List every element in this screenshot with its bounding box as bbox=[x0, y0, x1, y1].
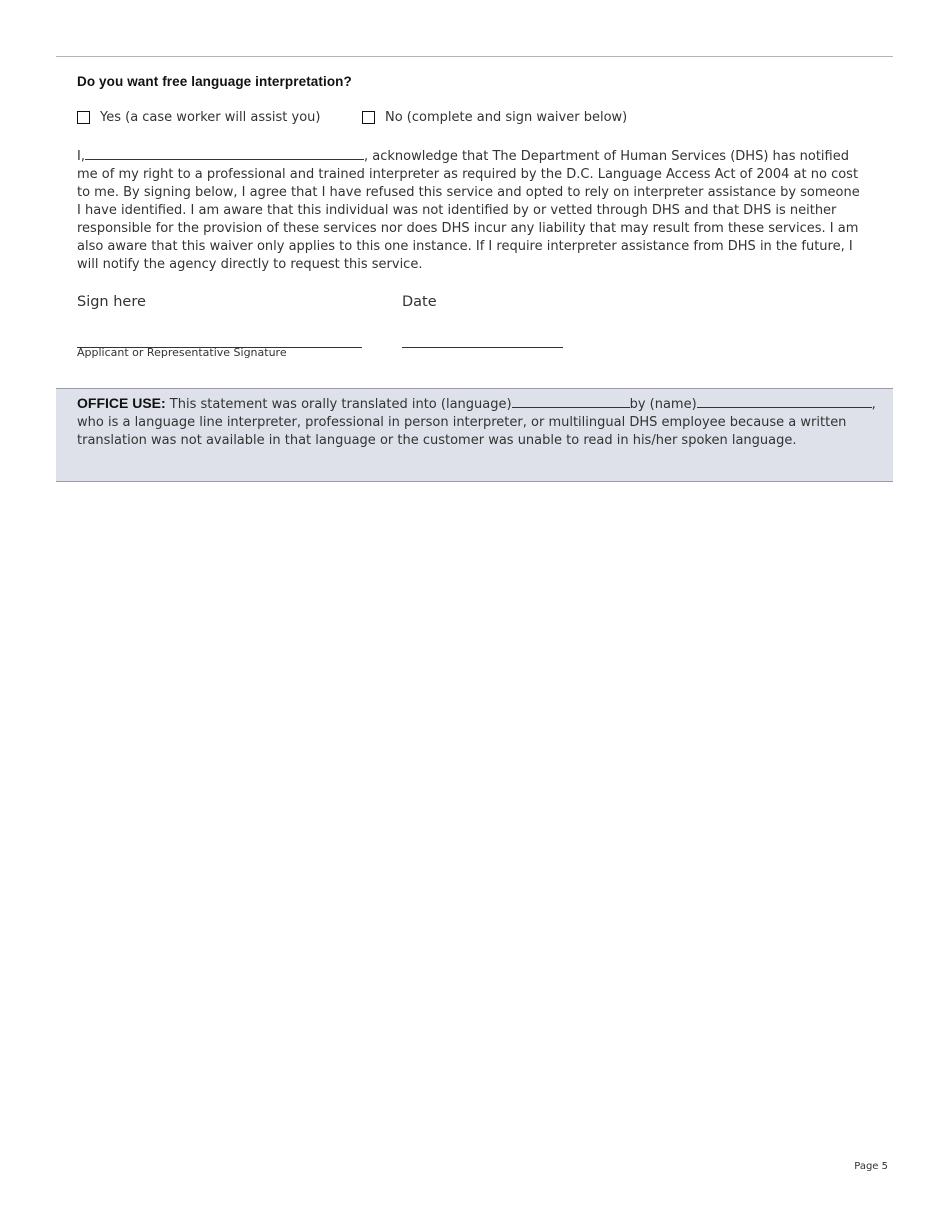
office-use-label: OFFICE USE: bbox=[77, 395, 166, 411]
page-number: Page 5 bbox=[854, 1161, 888, 1172]
waiver-body: , acknowledge that The Department of Human Services (DHS) has notified me of my right to a professional and trained interpreter as required by the D.C. Language Access Act of 2004 at no cost to me. By signing below, I agree that I have refused this service and opted to rely on interpreter assistance by someone I have identified. I am aware that this individual was not identified by or vetted through DHS and that DHS is neither responsible for the provision of these services nor does DHS incur any liability that may result from these services. I am also aware that this waiver only applies to this one instance. If I require interpreter assistance from DHS in the future, I will notify the agency directly to request this service. bbox=[77, 149, 860, 272]
option-no[interactable] bbox=[362, 110, 627, 125]
language-blank-field[interactable] bbox=[512, 394, 630, 408]
option-yes[interactable] bbox=[77, 110, 320, 125]
interpreter-name-blank-field[interactable] bbox=[697, 394, 872, 408]
option-yes-label: Yes (a case worker will assist you) bbox=[100, 110, 321, 125]
no-checkbox[interactable] bbox=[362, 111, 375, 124]
office-text-rest: , who is a language line interpreter, professional in person interpreter, or multilingual DHS employee because a written translation was not available in that language or the customer was unable to read in his/her spoken language. bbox=[77, 397, 876, 448]
top-divider bbox=[56, 56, 893, 57]
signature-caption: Applicant or Representative Signature bbox=[77, 346, 287, 359]
waiver-prefix: I, bbox=[77, 149, 85, 164]
name-blank-field[interactable] bbox=[85, 146, 364, 160]
date-line-field[interactable] bbox=[402, 347, 563, 348]
sign-here-label: Sign here bbox=[77, 294, 146, 310]
date-label: Date bbox=[402, 294, 437, 310]
waiver-statement bbox=[77, 146, 862, 274]
interpretation-question: Do you want free language interpretation? bbox=[77, 74, 352, 89]
yes-checkbox[interactable] bbox=[77, 111, 90, 124]
office-text-name: by (name) bbox=[629, 397, 697, 412]
office-use-statement bbox=[77, 394, 877, 450]
option-no-label: No (complete and sign waiver below) bbox=[385, 110, 628, 125]
office-text-language: This statement was orally translated into (language) bbox=[165, 397, 512, 412]
office-use-box bbox=[56, 388, 893, 482]
